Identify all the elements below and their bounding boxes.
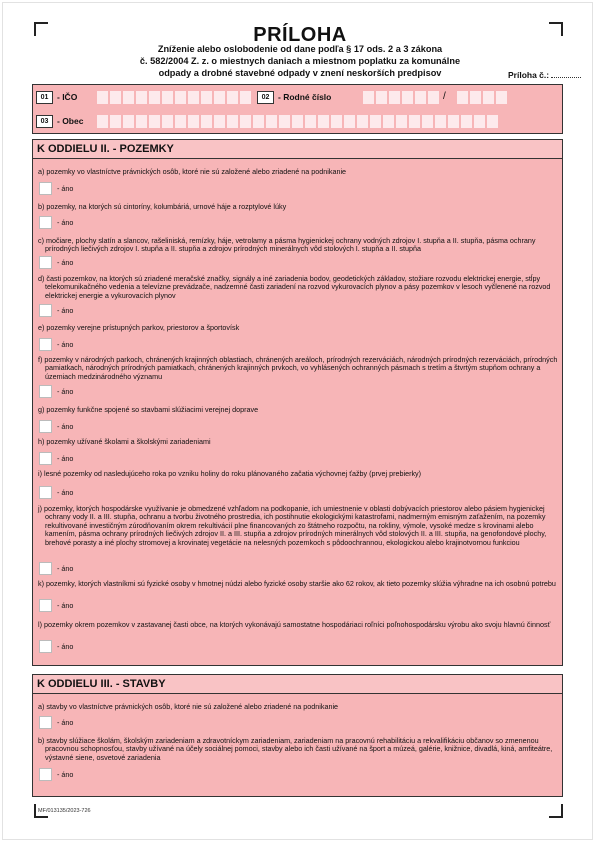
input-cell[interactable] bbox=[483, 91, 494, 104]
input-cell[interactable] bbox=[415, 91, 426, 104]
input-cell[interactable] bbox=[474, 115, 485, 128]
ano-checkbox[interactable] bbox=[39, 716, 52, 729]
obec-input[interactable] bbox=[97, 115, 498, 128]
input-cell[interactable] bbox=[162, 91, 173, 104]
ano-label: - áno bbox=[57, 184, 74, 193]
rodne-cislo-input-part1[interactable] bbox=[363, 91, 439, 104]
input-cell[interactable] bbox=[227, 91, 238, 104]
attachment-number bbox=[508, 70, 581, 80]
input-cell[interactable] bbox=[448, 115, 459, 128]
item-text: j) pozemky, ktorých hospodárske využívanie je obmedzené vzhľadom na podkopanie, ich umiestnenie v oblasti dobývacích priestorov alebo pásiem hygienickej ochrany vody II. a III. stupňa, ochranu a tvorbu životného prostredia, ich postihnutie ekologickými katastrofami, nadmerným emisným zaťažením, na pozemky rekultivované investičným zúrodňovaním okrem rekultivácií plne financovaných zo štátneho rozpočtu, na rokliny, výmole, vysoké medze s krovinami alebo kamením, pásma ochrany prírodných liečivých zdrojov II. a III. stupňa a zdrojov prírodných minerálnych vôd stolových II. a III. stupňa, na genofondové plochy, brehové porasty a iné plochy stromovej a krovinatej vegetácie na nelesných pozemkoch s pôdoochrannou, ekologickou alebo krajinotvornou funkciou bbox=[38, 504, 547, 547]
input-cell[interactable] bbox=[470, 91, 481, 104]
input-cell[interactable] bbox=[496, 91, 507, 104]
rodne-cislo-separator: / bbox=[443, 91, 446, 102]
item-text: c) močiare, plochy slatín a slancov, rašeliniská, remízky, háje, vetrolamy a pásma hygienickej ochrany vodných zdrojov I. stupňa a II. stupňa, pásma ochrany prírodných liečivých zdrojov I. stupňa a II. stupňa a zdrojov prírodných minerálnych vôd stolových I. stupňa a II. stupňa bbox=[38, 236, 536, 254]
item-text: b) pozemky, na ktorých sú cintoríny, kolumbáriá, urnové háje a rozptylové lúky bbox=[38, 202, 287, 211]
input-cell[interactable] bbox=[279, 115, 290, 128]
ico-label: - IČO bbox=[57, 92, 78, 102]
ano-label: - áno bbox=[57, 642, 74, 651]
input-cell[interactable] bbox=[422, 115, 433, 128]
input-cell[interactable] bbox=[188, 91, 199, 104]
item-text: l) pozemky okrem pozemkov v zastavanej časti obce, na ktorých vykonávajú samostatne hospodáriaci roľníci poľnohospodársku výrobu ako svoju hlavnú činnosť bbox=[38, 620, 551, 629]
field-number-ico: 01 bbox=[36, 91, 53, 104]
subtitle-line: odpady a drobné stavebné odpady v znení neskorších predpisov bbox=[158, 68, 442, 78]
rodne-cislo-input-part2[interactable] bbox=[457, 91, 507, 104]
attachment-number-label: Príloha č.: bbox=[508, 70, 550, 80]
ano-label: - áno bbox=[57, 488, 74, 497]
input-cell[interactable] bbox=[305, 115, 316, 128]
input-cell[interactable] bbox=[383, 115, 394, 128]
input-cell[interactable] bbox=[376, 91, 387, 104]
ano-label: - áno bbox=[57, 770, 74, 779]
input-cell[interactable] bbox=[402, 91, 413, 104]
input-cell[interactable] bbox=[357, 115, 368, 128]
ano-checkbox[interactable] bbox=[39, 338, 52, 351]
input-cell[interactable] bbox=[461, 115, 472, 128]
subtitle-line: Zníženie alebo oslobodenie od dane podľa § 17 ods. 2 a 3 zákona bbox=[157, 44, 443, 54]
input-cell[interactable] bbox=[188, 115, 199, 128]
field-number-obec: 03 bbox=[36, 115, 53, 128]
input-cell[interactable] bbox=[435, 115, 446, 128]
ano-label: - áno bbox=[57, 306, 74, 315]
document-code: MF/013135/2023-726 bbox=[38, 808, 91, 814]
ano-label: - áno bbox=[57, 718, 74, 727]
input-cell[interactable] bbox=[240, 91, 251, 104]
attachment-number-field[interactable] bbox=[551, 70, 581, 78]
input-cell[interactable] bbox=[457, 91, 468, 104]
item-text: e) pozemky verejne prístupných parkov, priestorov a športovísk bbox=[38, 323, 240, 332]
ano-checkbox[interactable] bbox=[39, 420, 52, 433]
ano-label: - áno bbox=[57, 387, 74, 396]
input-cell[interactable] bbox=[240, 115, 251, 128]
input-cell[interactable] bbox=[110, 115, 121, 128]
input-cell[interactable] bbox=[370, 115, 381, 128]
ico-input[interactable] bbox=[97, 91, 251, 104]
input-cell[interactable] bbox=[389, 91, 400, 104]
ano-checkbox[interactable] bbox=[39, 182, 52, 195]
ano-checkbox[interactable] bbox=[39, 216, 52, 229]
input-cell[interactable] bbox=[123, 91, 134, 104]
item-text: f) pozemky v národných parkoch, chránených krajinných oblastiach, chránených areáloch, prírodných rezerváciách, národných prírodných rezerváciách, prírodných pamiatkach, národných prírodných pamiatkach, chránených krajinných prvkoch, vo vyhlásených ochranných pásmach s tretím a štvrtým stupňom ochrany a územiach medzinárodného významu bbox=[38, 355, 558, 381]
ano-label: - áno bbox=[57, 564, 74, 573]
ano-checkbox[interactable] bbox=[39, 452, 52, 465]
ano-label: - áno bbox=[57, 601, 74, 610]
input-cell[interactable] bbox=[487, 115, 498, 128]
input-cell[interactable] bbox=[292, 115, 303, 128]
input-cell[interactable] bbox=[136, 115, 147, 128]
section-title: K ODDIELU II. - POZEMKY bbox=[33, 140, 562, 159]
ano-checkbox[interactable] bbox=[39, 486, 52, 499]
item-text: k) pozemky, ktorých vlastníkmi sú fyzické osoby v hmotnej núdzi alebo fyzické osoby staršie ako 62 rokov, ak tieto pozemky slúžia výhradne na ich osobnú potrebu bbox=[38, 579, 556, 588]
field-number-rc: 02 bbox=[257, 91, 274, 104]
input-cell[interactable] bbox=[149, 115, 160, 128]
input-cell[interactable] bbox=[201, 115, 212, 128]
input-cell[interactable] bbox=[428, 91, 439, 104]
ano-checkbox[interactable] bbox=[39, 599, 52, 612]
ano-label: - áno bbox=[57, 258, 74, 267]
input-cell[interactable] bbox=[253, 115, 264, 128]
ano-label: - áno bbox=[57, 340, 74, 349]
input-cell[interactable] bbox=[175, 115, 186, 128]
input-cell[interactable] bbox=[149, 91, 160, 104]
input-cell[interactable] bbox=[214, 91, 225, 104]
ano-checkbox[interactable] bbox=[39, 304, 52, 317]
item-text: b) stavby slúžiace školám, školským zariadeniam a zdravotníckym zariadeniam, zariadeniam na pracovnú rehabilitáciu a rekvalifikáciu občanov so zmenenou pracovnou schopnosťou, stavby užívané na účely sociálnej pomoci, stavby alebo ich časti užívané na šport a múzeá, galérie, knižnice, divadlá, kiná, amfiteátre, výstavné siene, osvetové zariadenia bbox=[38, 736, 553, 762]
input-cell[interactable] bbox=[110, 91, 121, 104]
identification-box bbox=[32, 84, 563, 134]
ano-checkbox[interactable] bbox=[39, 768, 52, 781]
section-title: K ODDIELU III. - STAVBY bbox=[33, 675, 562, 694]
input-cell[interactable] bbox=[123, 115, 134, 128]
input-cell[interactable] bbox=[214, 115, 225, 128]
item-text: a) stavby vo vlastníctve právnických osôb, ktoré nie sú založené alebo zriadené na podnikanie bbox=[38, 702, 339, 711]
input-cell[interactable] bbox=[409, 115, 420, 128]
input-cell[interactable] bbox=[227, 115, 238, 128]
input-cell[interactable] bbox=[97, 115, 108, 128]
ano-checkbox[interactable] bbox=[39, 640, 52, 653]
ano-label: - áno bbox=[57, 454, 74, 463]
item-text: d) časti pozemkov, na ktorých sú zriadené meračské značky, signály a iné zariadenia bodov, geodetických základov, stožiare rozvodu elektrickej energie, stĺpy telekomunikačného vedenia a televízne prevádzače, nadzemné časti zariadení na rozvod vykurovacích plynov a pásy pozemkov v lesoch vyčlenené na rozvod elektrickej energie a vykurovacích plynov bbox=[38, 274, 551, 300]
input-cell[interactable] bbox=[162, 115, 173, 128]
item-text: g) pozemky funkčne spojené so stavbami slúžiacimi verejnej doprave bbox=[38, 405, 259, 414]
ano-checkbox[interactable] bbox=[39, 256, 52, 269]
item-text: i) lesné pozemky od nasledujúceho roka po vzniku holiny do roku plánovaného začatia výchovnej ťažby (prvej prebierky) bbox=[38, 469, 422, 478]
obec-label: - Obec bbox=[57, 116, 84, 126]
corner-mark bbox=[549, 804, 563, 818]
input-cell[interactable] bbox=[136, 91, 147, 104]
ano-label: - áno bbox=[57, 422, 74, 431]
page-title: PRÍLOHA bbox=[253, 24, 347, 46]
input-cell[interactable] bbox=[331, 115, 342, 128]
input-cell[interactable] bbox=[175, 91, 186, 104]
item-text: h) pozemky užívané školami a školskými zariadeniami bbox=[38, 437, 211, 446]
input-cell[interactable] bbox=[266, 115, 277, 128]
input-cell[interactable] bbox=[97, 91, 108, 104]
input-cell[interactable] bbox=[363, 91, 374, 104]
ano-checkbox[interactable] bbox=[39, 562, 52, 575]
subtitle-line: č. 582/2004 Z. z. o miestnych daniach a miestnom poplatku za komunálne bbox=[139, 56, 461, 66]
corner-mark bbox=[549, 22, 563, 36]
input-cell[interactable] bbox=[344, 115, 355, 128]
input-cell[interactable] bbox=[396, 115, 407, 128]
item-text: a) pozemky vo vlastníctve právnických osôb, ktoré nie sú založené alebo zriadené na podnikanie bbox=[38, 167, 347, 176]
input-cell[interactable] bbox=[201, 91, 212, 104]
input-cell[interactable] bbox=[318, 115, 329, 128]
ano-label: - áno bbox=[57, 218, 74, 227]
corner-mark bbox=[34, 22, 48, 36]
ano-checkbox[interactable] bbox=[39, 385, 52, 398]
rodne-cislo-label: - Rodné číslo bbox=[278, 92, 332, 102]
